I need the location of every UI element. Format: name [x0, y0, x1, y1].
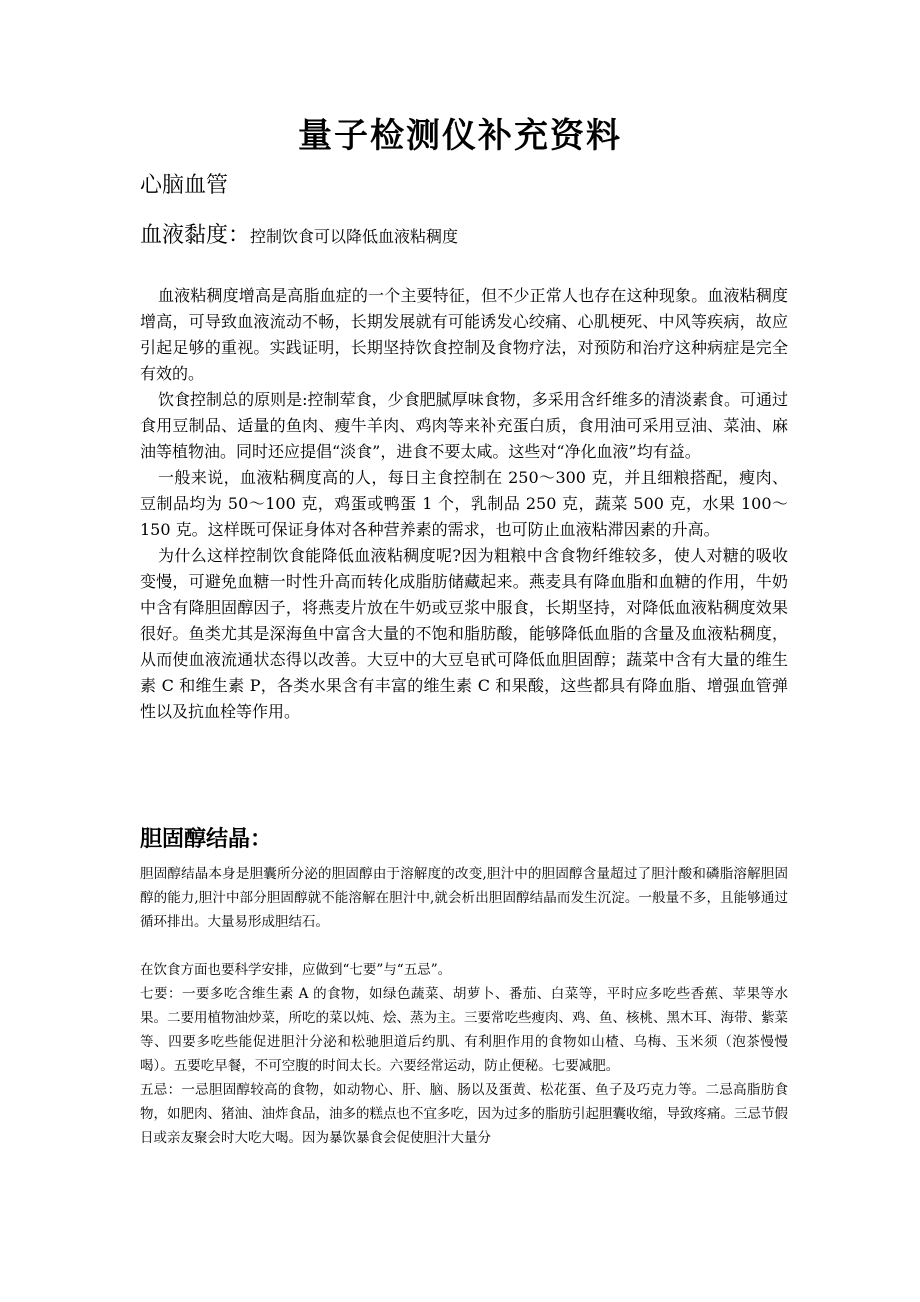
paragraph: 一般来说，血液粘稠度高的人，每日主食控制在 250～300 克，并且细粮搭配，瘦肉、豆制品均为 50～100 克，鸡蛋或鸭蛋 1 个，乳制品 250 克，蔬菜 500 克，水果 100～150 克。这样既可保证身体对各种营养素的需求，也可防止血液粘滞因素的升高。 — [140, 468, 788, 539]
cholesterol-heading: 胆固醇结晶： — [140, 827, 273, 852]
five-avoids: 五忌：一忌胆固醇较高的食物，如动物心、肝、脑、肠以及蛋黄、松花蛋、鱼子及巧克力等。二忌高脂肪食物，如肥肉、猪油、油炸食品，油多的糕点也不宜多吃，因为过多的脂肪引起胆囊收缩，导致疼痛。三忌节假日或亲友聚会时大吃大喝。因为暴饮暴食会促使胆汁大量分 — [140, 1082, 788, 1146]
paragraph: 血液粘稠度增高是高脂血症的一个主要特征，但不少正常人也存在这种现象。血液粘稠度增高，可导致血液流动不畅，长期发展就有可能诱发心绞痛、心肌梗死、中风等疾病，故应引起足够的重视。实践证明，长期坚持饮食控制及食物疗法，对预防和治疗这种病症是完全有效的。 — [140, 286, 788, 383]
document-title: 量子检测仪补充资料 — [298, 116, 622, 156]
blood-viscosity-note: 控制饮食可以降低血液粘稠度 — [250, 227, 459, 246]
seven-musts: 七要：一要多吃含维生素 A 的食物，如绿色蔬菜、胡萝卜、番茄、白菜等，平时应多吃些香蕉、苹果等水果。二要用植物油炒菜，所吃的菜以炖、烩、蒸为主。三要常吃些瘦肉、鸡、鱼、核桃、黑木耳、海带、紫菜等、四要多吃些能促进胆汁分泌和松驰胆道后约肌、有利胆作用的食物如山楂、乌梅、玉米须（泡茶慢慢喝）。五要吃早餐，不可空腹的时间太长。六要经常运动，防止便秘。七要减肥。 — [140, 986, 788, 1074]
cholesterol-body — [140, 862, 788, 1150]
paragraph-gap — [140, 934, 788, 958]
paragraph: 为什么这样控制饮食能降低血液粘稠度呢?因为粗粮中含食物纤维较多，使人对糖的吸收变慢，可避免血糖一时性升高而转化成脂肪储藏起来。燕麦具有降血脂和血糖的作用，牛奶中含有降胆固醇因子，将燕麦片放在牛奶或豆浆中服食，长期坚持，对降低血液粘稠度效果很好。鱼类尤其是深海鱼中富含大量的不饱和脂肪酸，能够降低血脂的含量及血液粘稠度，从而使血液流通状态得以改善。大豆中的大豆皂甙可降低血胆固醇；蔬菜中含有大量的维生素 C 和维生素 P，各类水果含有丰富的维生素 C 和果酸，这些都具有降血脂、增强血管弹性以及抗血栓等作用。 — [140, 546, 788, 721]
paragraph: 饮食控制总的原则是:控制荤食，少食肥腻厚味食物，多采用含纤维多的清淡素食。可通过食用豆制品、适量的鱼肉、瘦牛羊肉、鸡肉等来补充蛋白质，食用油可采用豆油、菜油、麻油等植物油。同时还应提倡“淡食”，进食不要太咸。这些对“净化血液”均有益。 — [140, 390, 788, 461]
blood-viscosity-body — [140, 283, 788, 725]
blood-viscosity-heading: 血液黏度： — [140, 223, 251, 248]
diet-intro: 在饮食方面也要科学安排，应做到“七要”与“五忌”。 — [140, 962, 452, 978]
blood-viscosity-heading-line — [140, 218, 458, 255]
section-heading-cardio: 心脑血管 — [140, 173, 229, 198]
cholesterol-intro: 胆固醇结晶本身是胆囊所分泌的胆固醇由于溶解度的改变,胆汁中的胆固醇含量超过了胆汁酸和磷脂溶解胆固醇的能力,胆汁中部分胆固醇就不能溶解在胆汁中,就会析出胆固醇结晶而发生沉淀。一般量不多，且能够通过循环排出。大量易形成胆结石。 — [140, 866, 788, 930]
